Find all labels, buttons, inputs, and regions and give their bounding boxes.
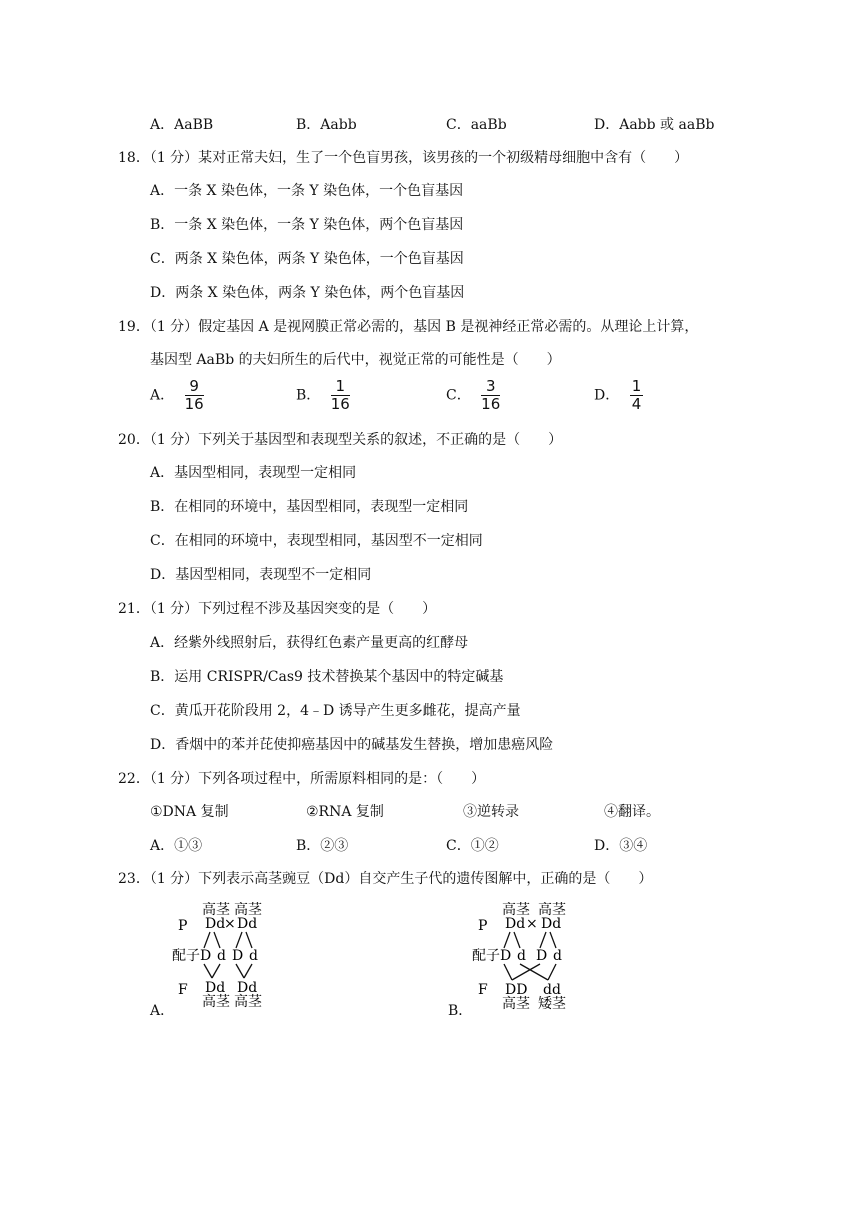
arrow-line — [550, 932, 556, 948]
numerator: 9 — [185, 378, 204, 396]
denominator: 16 — [184, 395, 204, 413]
q22-item-4: ④翻译。 — [604, 804, 660, 820]
q17-option-c: C．aaBb — [446, 117, 507, 133]
genotype-dd: Dd — [205, 916, 226, 932]
arrow-line — [244, 964, 252, 978]
q18-option-b: B．一条 X 染色体，一条 Y 染色体，两个色盲基因 — [150, 217, 464, 233]
fraction — [331, 378, 350, 413]
cross-sign: × — [526, 916, 538, 932]
arrow-line — [540, 932, 546, 948]
tall-label: 高茎 — [202, 902, 230, 918]
q22-stem: 22．（1 分）下列各项过程中，所需原料相同的是：（ ） — [118, 771, 486, 787]
short-label: 矮茎 — [538, 996, 566, 1012]
fraction — [630, 378, 644, 413]
q17-option-b: B．Aabb — [296, 117, 357, 133]
arrow-line — [236, 964, 244, 978]
q19-option-d — [594, 378, 643, 413]
gamete-label: 配子 — [472, 948, 500, 964]
q21-option-a: A．经紫外线照射后，获得红色素产量更高的红酵母 — [150, 635, 469, 651]
q21-option-c: C．黄瓜开花阶段用 2，4﹣D 诱导产生更多雌花，提高产量 — [150, 703, 521, 719]
q23-stem: 23．（1 分）下列表示高茎豌豆（Dd）自交产生子代的遗传图解中，正确的是（ ） — [118, 871, 653, 887]
q19-stem-line2: 基因型 AaBb 的夫妇所生的后代中，视觉正常的可能性是（ ） — [150, 352, 561, 368]
q17-option-a: A．AaBB — [150, 117, 214, 133]
fraction — [185, 378, 204, 413]
q21-option-d: D．香烟中的苯并芘使抑癌基因中的碱基发生替换，增加患癌风险 — [150, 737, 554, 753]
option-label: D． — [594, 387, 620, 404]
genetic-diagram-b — [470, 902, 570, 1014]
option-label: B． — [296, 387, 321, 404]
arrow-line — [212, 964, 220, 978]
option-label: A． — [150, 387, 175, 404]
genotype-dd: Dd — [505, 916, 526, 932]
cross-sign: × — [224, 916, 236, 932]
gamete-d: D — [200, 948, 212, 964]
arrow-line — [246, 932, 252, 948]
arrow-line — [520, 964, 548, 980]
tall-label: 高茎 — [234, 994, 262, 1010]
option-label: C． — [446, 387, 471, 404]
arrow-line — [504, 932, 510, 948]
arrow-line — [548, 964, 556, 980]
q22-option-d: D．③④ — [594, 838, 648, 854]
offspring-genotype: Dd — [237, 980, 258, 996]
q20-option-a: A．基因型相同，表现型一定相同 — [150, 465, 357, 481]
arrow-line — [514, 932, 520, 948]
q20-option-c: C．在相同的环境中，表现型相同，基因型不一定相同 — [150, 533, 483, 549]
tall-label: 高茎 — [502, 996, 530, 1012]
q21-option-b: B．运用 CRISPR/Cas9 技术替换某个基因中的特定碱基 — [150, 669, 504, 685]
numerator: 1 — [331, 378, 350, 396]
q18-option-a: A．一条 X 染色体，一条 Y 染色体，一个色盲基因 — [150, 183, 464, 199]
q23-option-b-label: B． — [448, 1003, 473, 1019]
gamete-d: D — [500, 948, 512, 964]
f-label: F — [478, 982, 488, 998]
arrow-line — [214, 932, 220, 948]
offspring-genotype: Dd — [205, 980, 226, 996]
gamete-label: 配子 — [172, 948, 200, 964]
tall-label: 高茎 — [538, 902, 566, 918]
q22-item-3: ③逆转录 — [463, 804, 519, 820]
q18-stem: 18．（1 分）某对正常夫妇，生了一个色盲男孩，该男孩的一个初级精母细胞中含有（ ） — [118, 150, 689, 166]
genotype-dd: Dd — [541, 916, 562, 932]
denominator: 4 — [631, 395, 642, 413]
fraction — [481, 378, 500, 413]
arrow-line — [504, 964, 512, 980]
genotype-dd: Dd — [237, 916, 258, 932]
q18-option-c: C．两条 X 染色体，两条 Y 染色体，一个色盲基因 — [150, 251, 464, 267]
q20-option-b: B．在相同的环境中，基因型相同，表现型一定相同 — [150, 499, 469, 515]
arrow-line — [236, 932, 242, 948]
offspring-genotype: dd — [543, 982, 561, 998]
q17-option-d: D．Aabb 或 aaBb — [594, 117, 715, 133]
tall-label: 高茎 — [502, 902, 530, 918]
q22-option-b: B．②③ — [296, 838, 349, 854]
gamete-d: D — [232, 948, 244, 964]
arrow-line — [204, 932, 210, 948]
gamete-d-recessive: d — [217, 948, 226, 964]
q20-option-d: D．基因型相同，表现型不一定相同 — [150, 567, 372, 583]
gamete-d-recessive: d — [517, 948, 526, 964]
offspring-genotype: DD — [505, 982, 528, 998]
gamete-d: D — [536, 948, 548, 964]
q21-stem: 21．（1 分）下列过程不涉及基因突变的是（ ） — [118, 601, 437, 617]
arrow-line — [204, 964, 212, 978]
q22-item-2: ②RNA 复制 — [306, 804, 384, 820]
q19-stem-line1: 19．（1 分）假定基因 A 是视网膜正常必需的，基因 B 是视神经正常必需的。从理论上计算， — [118, 319, 699, 335]
q22-item-1: ①DNA 复制 — [150, 804, 229, 820]
denominator: 16 — [481, 395, 501, 413]
numerator: 1 — [631, 377, 642, 395]
numerator: 3 — [481, 378, 500, 396]
p-label: P — [478, 918, 488, 934]
q20-stem: 20．（1 分）下列关于基因型和表现型关系的叙述，不正确的是（ ） — [118, 432, 563, 448]
f-label: F — [178, 982, 188, 998]
arrow-line — [512, 964, 540, 980]
p-label: P — [178, 918, 188, 934]
q19-option-c — [446, 378, 500, 413]
gamete-d-recessive: d — [249, 948, 258, 964]
q23-option-a-label: A． — [150, 1003, 175, 1019]
gamete-d-recessive: d — [553, 948, 562, 964]
q19-option-b — [296, 378, 350, 413]
tall-label: 高茎 — [202, 994, 230, 1010]
q22-option-a: A．①③ — [150, 838, 203, 854]
q19-option-a — [150, 378, 204, 413]
q18-option-d: D．两条 X 染色体，两条 Y 染色体，两个色盲基因 — [150, 285, 465, 301]
q22-option-c: C．①② — [446, 838, 499, 854]
genetic-diagram-a — [170, 902, 270, 1014]
tall-label: 高茎 — [234, 902, 262, 918]
denominator: 16 — [330, 395, 350, 413]
